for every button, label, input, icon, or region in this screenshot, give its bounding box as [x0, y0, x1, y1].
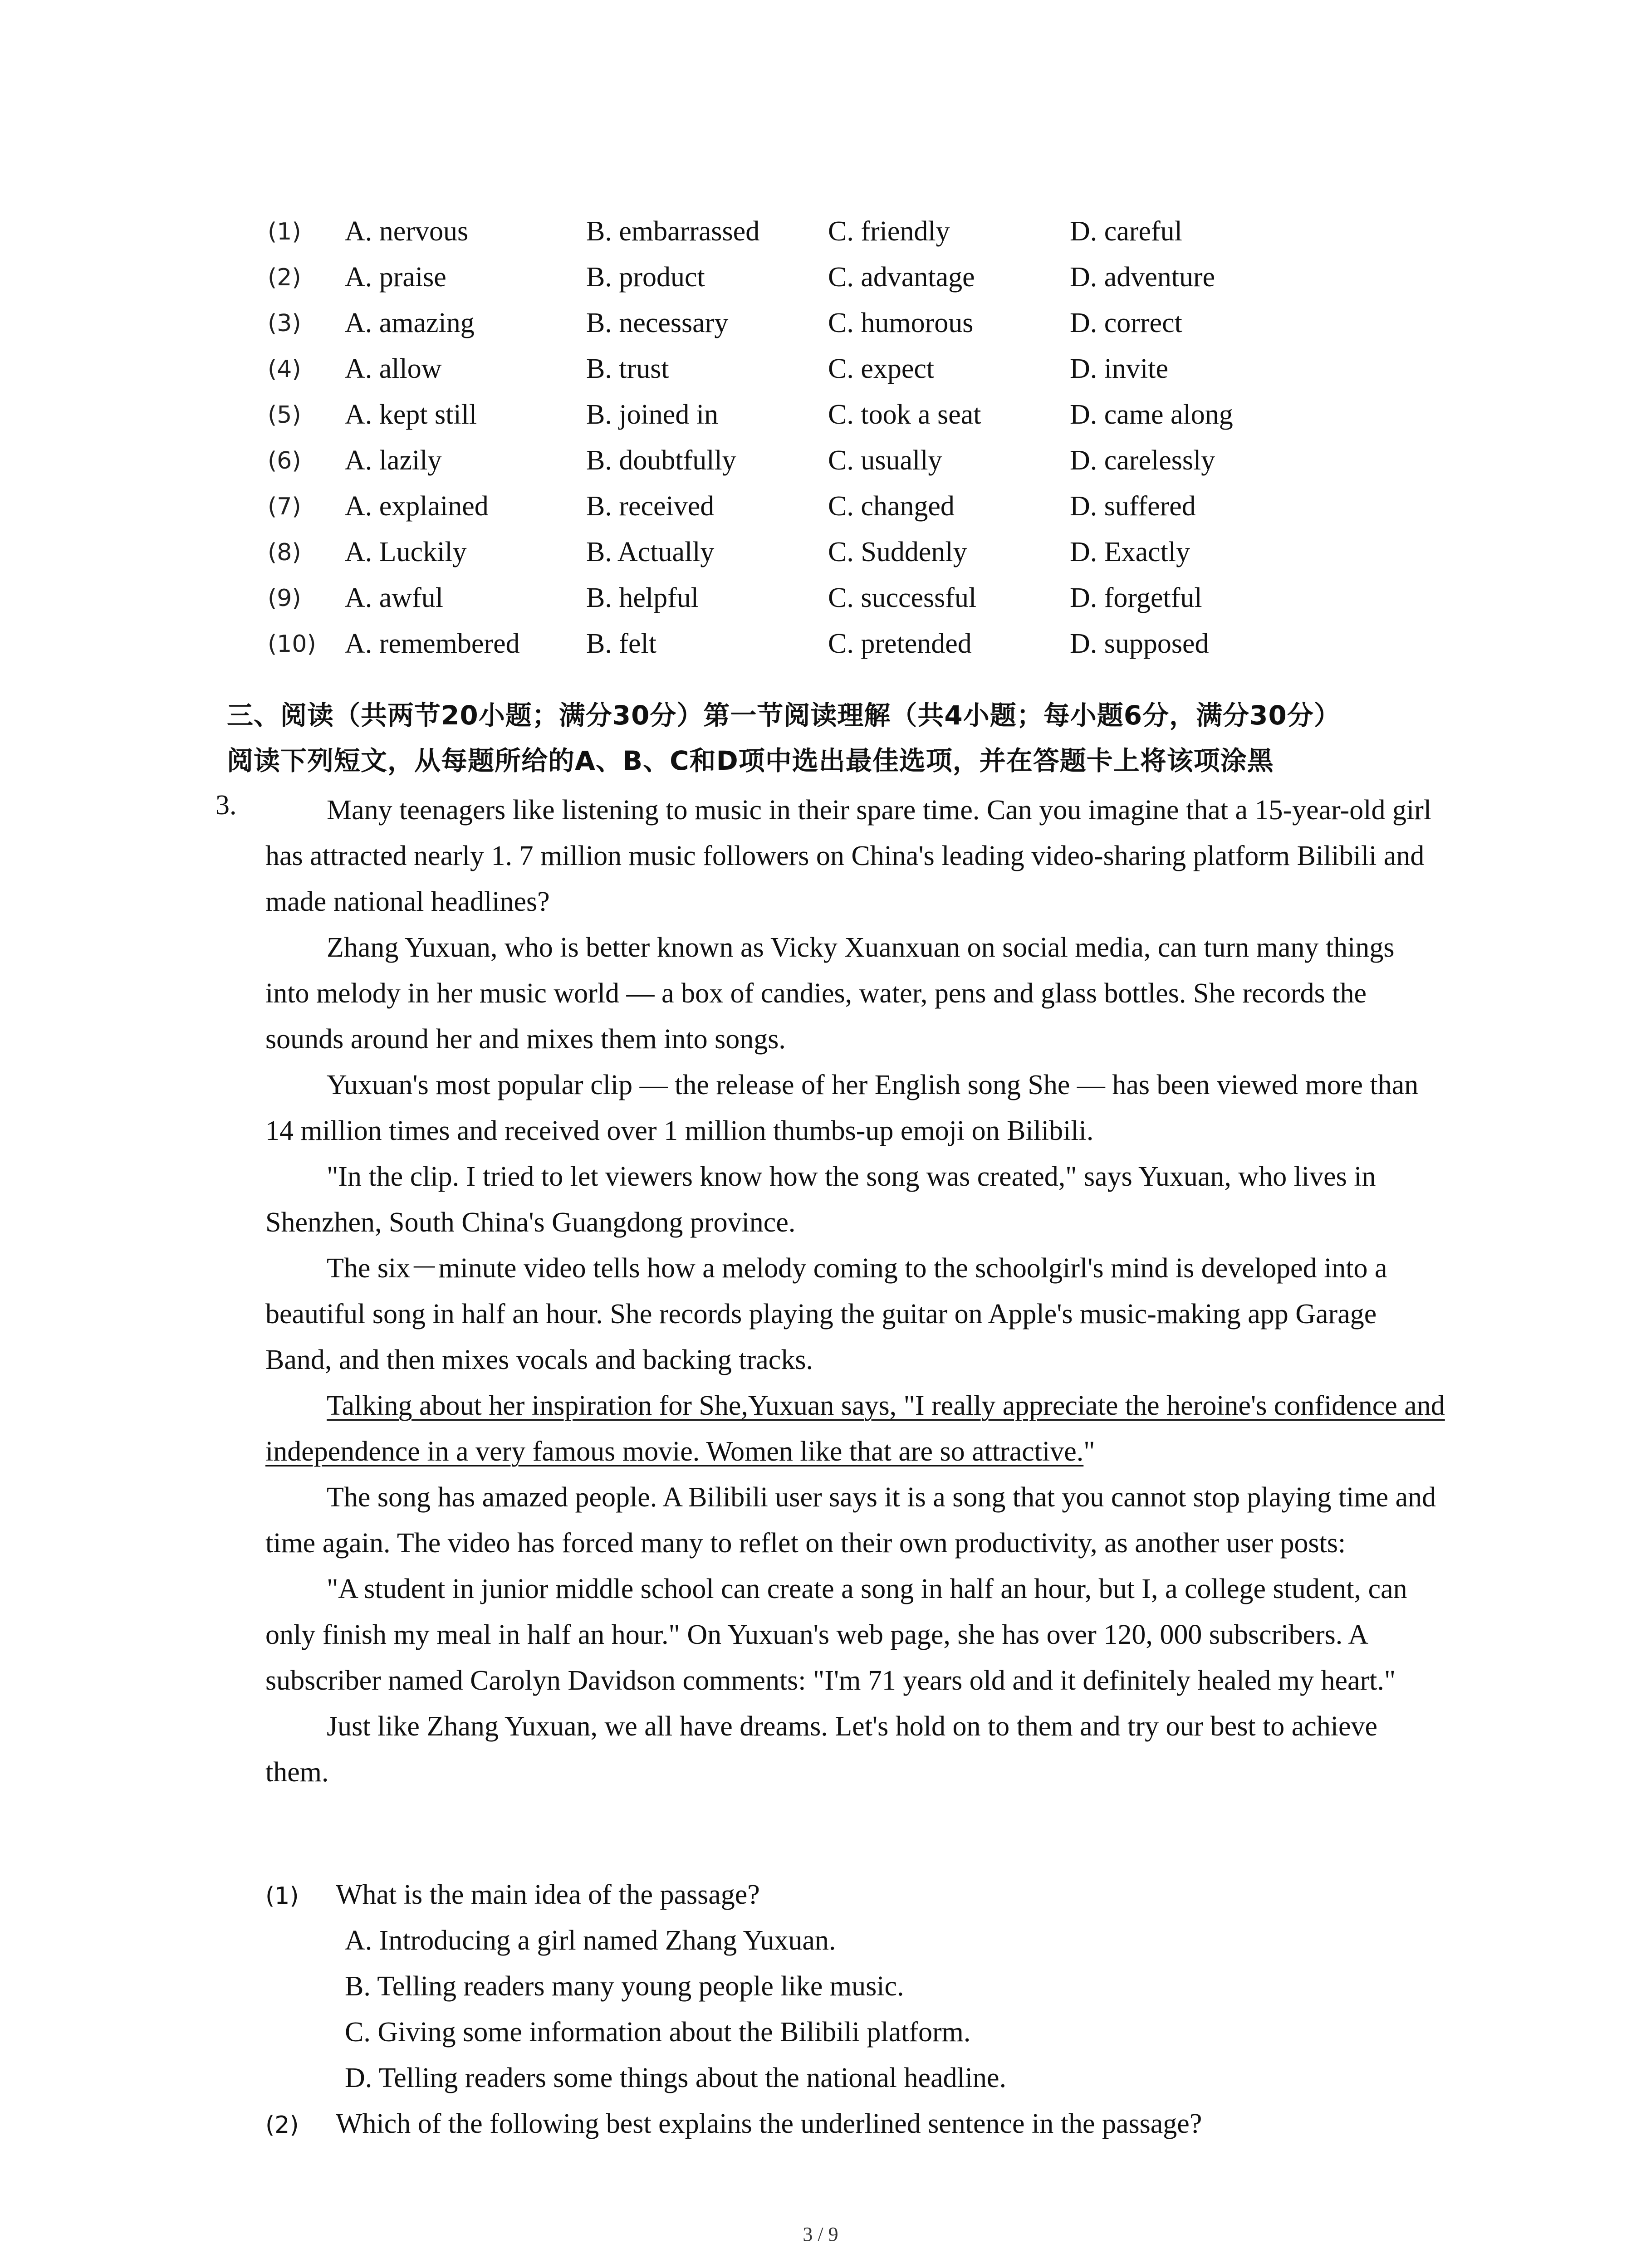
- paragraph: Zhang Yuxuan, who is better known as Vicky Xuanxuan on social media, can turn many things into melody in her music world — a box of candies, water, pens and glass bottles. She records the sounds around her and mixes them into songs.: [265, 932, 1395, 1055]
- option-d: D. forgetful: [1070, 582, 1202, 613]
- option-row: [0, 490, 1641, 536]
- closing-quote: ": [1083, 1436, 1095, 1467]
- option-row: [0, 445, 1641, 490]
- option-d: D. carelessly: [1070, 445, 1215, 476]
- item-number: (5): [268, 401, 301, 429]
- option-b: B. necessary: [586, 308, 729, 338]
- option-d: D. invite: [1070, 353, 1168, 384]
- option-c: C. usually: [828, 445, 942, 476]
- option-row: [0, 628, 1641, 673]
- option-b: B. embarrassed: [586, 216, 760, 247]
- paragraph: The six－minute video tells how a melody coming to the schoolgirl's mind is developed into a beautiful song in half an hour. She records playing the guitar on Apple's music-making app Garage Band, and then mixes vocals and backing tracks.: [265, 1253, 1387, 1375]
- option-row: [0, 215, 1641, 261]
- option-a: A. lazily: [345, 445, 442, 476]
- option-a: A. amazing: [345, 308, 475, 338]
- option-c: C. successful: [828, 582, 977, 613]
- option-b: B. joined in: [586, 399, 719, 430]
- option-b: B. Actually: [586, 537, 715, 567]
- option-a: A. praise: [345, 262, 446, 293]
- option-row: [0, 307, 1641, 352]
- option-c: C. expect: [828, 353, 935, 384]
- item-number: (10): [268, 631, 316, 658]
- item-number: (1): [268, 218, 301, 245]
- question-choice: C. Giving some information about the Bilibili platform.: [345, 2017, 971, 2048]
- option-c: C. Suddenly: [828, 537, 967, 567]
- option-d: D. supposed: [1070, 628, 1209, 659]
- passage-number: 3.: [216, 790, 237, 821]
- section-instruction: 阅读下列短文，从每题所给的A、B、C和D项中选出最佳选项，并在答题卡上将该项涂黑: [227, 745, 1274, 776]
- item-number: (7): [268, 493, 301, 520]
- option-a: A. kept still: [345, 399, 477, 430]
- item-number: (2): [268, 264, 301, 291]
- option-b: B. received: [586, 491, 715, 522]
- option-b: B. trust: [586, 353, 669, 384]
- option-d: D. suffered: [1070, 491, 1196, 522]
- option-d: D. careful: [1070, 216, 1182, 247]
- item-number: (9): [268, 585, 301, 612]
- section-heading: 三、阅读（共两节20小题；满分30分）第一节阅读理解（共4小题；每小题6分，满分30分）: [227, 700, 1341, 731]
- option-b: B. helpful: [586, 582, 699, 613]
- option-d: D. correct: [1070, 308, 1182, 338]
- paragraph: The song has amazed people. A Bilibili user says it is a song that you cannot stop playing time and time again. The video has forced many to reflet on their own productivity, as another user posts:: [265, 1482, 1436, 1559]
- option-row: [0, 536, 1641, 582]
- paragraph-underlined: [265, 1383, 1445, 1475]
- option-row: [0, 353, 1641, 398]
- option-c: C. humorous: [828, 308, 974, 338]
- option-c: C. advantage: [828, 262, 975, 293]
- option-b: B. doubtfully: [586, 445, 736, 476]
- page-number: 3 / 9: [803, 2223, 838, 2245]
- question-text: Which of the following best explains the underlined sentence in the passage?: [336, 2108, 1202, 2139]
- passage: [265, 787, 1445, 1795]
- question-text: What is the main idea of the passage?: [336, 1879, 760, 1910]
- option-a: A. nervous: [345, 216, 469, 247]
- question-choice: B. Telling readers many young people like music.: [345, 1971, 904, 2002]
- option-c: C. changed: [828, 491, 955, 522]
- question-number: (2): [265, 2112, 299, 2139]
- paragraph: Just like Zhang Yuxuan, we all have dreams. Let's hold on to them and try our best to achieve them.: [265, 1711, 1378, 1788]
- option-c: C. pretended: [828, 628, 972, 659]
- option-d: D. Exactly: [1070, 537, 1190, 567]
- item-number: (8): [268, 539, 301, 566]
- paragraph: Many teenagers like listening to music in their spare time. Can you imagine that a 15-year-old girl has attracted nearly 1. 7 million music followers on China's leading video-sharing platform Bilibili and made national headlines?: [265, 795, 1432, 917]
- item-number: (6): [268, 447, 301, 474]
- paragraph: Yuxuan's most popular clip — the release of her English song She — has been viewed more than 14 million times and received over 1 million thumbs-up emoji on Bilibili.: [265, 1070, 1419, 1146]
- option-b: B. felt: [586, 628, 656, 659]
- option-b: B. product: [586, 262, 705, 293]
- underlined-sentence: Talking about her inspiration for She,Yuxuan says, "I really appreciate the heroine's confidence and independence in a very famous movie. Women like that are so attractive.: [265, 1390, 1445, 1467]
- question-number: (1): [265, 1882, 299, 1910]
- option-row: [0, 399, 1641, 444]
- option-a: A. explained: [345, 491, 489, 522]
- option-row: [0, 582, 1641, 627]
- paragraph: "In the clip. I tried to let viewers know how the song was created," says Yuxuan, who lives in Shenzhen, South China's Guangdong province.: [265, 1161, 1376, 1238]
- option-row: [0, 261, 1641, 307]
- option-d: D. came along: [1070, 399, 1233, 430]
- question-choice: D. Telling readers some things about the national headline.: [345, 2063, 1007, 2093]
- question-choice: A. Introducing a girl named Zhang Yuxuan.: [345, 1925, 836, 1956]
- item-number: (4): [268, 356, 301, 383]
- item-number: (3): [268, 310, 301, 337]
- option-d: D. adventure: [1070, 262, 1215, 293]
- option-a: A. remembered: [345, 628, 520, 659]
- option-c: C. friendly: [828, 216, 950, 247]
- paragraph: "A student in junior middle school can create a song in half an hour, but I, a college student, can only finish my meal in half an hour." On Yuxuan's web page, she has over 120, 000 subscribers. A subscriber named Carolyn Davidson comments: "I'm 71 years old and it definitely healed my heart.": [265, 1574, 1407, 1696]
- option-a: A. Luckily: [345, 537, 467, 567]
- option-c: C. took a seat: [828, 399, 981, 430]
- option-a: A. awful: [345, 582, 443, 613]
- option-a: A. allow: [345, 353, 442, 384]
